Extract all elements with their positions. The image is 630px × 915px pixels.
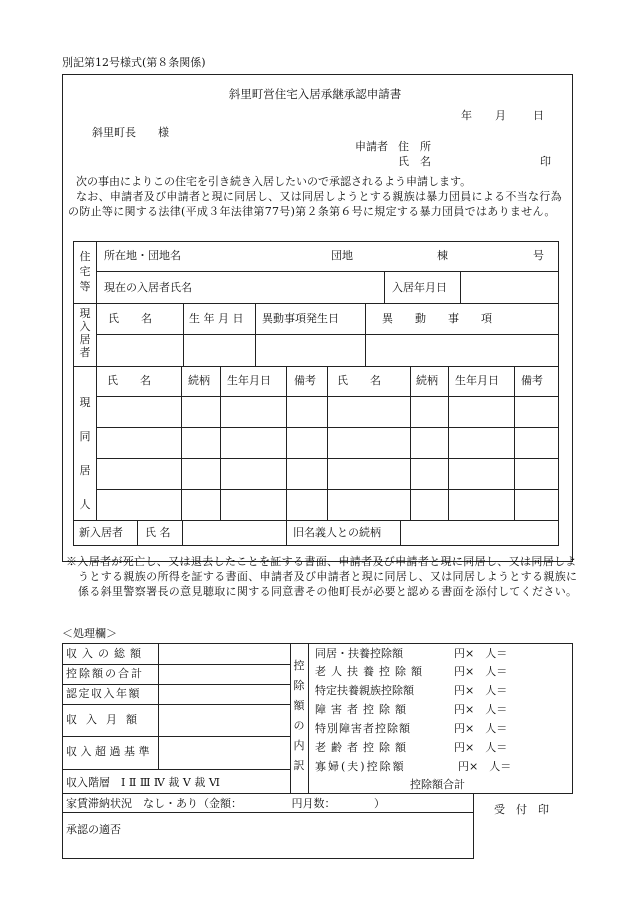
- date-year: 年: [461, 109, 472, 122]
- tou-label: 棟: [437, 249, 448, 262]
- unit-row-5: 円× 人＝: [454, 741, 508, 754]
- deduction-row-5: 老齢者控除額: [315, 741, 411, 754]
- co-birth-header-left: 生年月日: [227, 374, 271, 387]
- co-birth-header-right: 生年月日: [455, 374, 499, 387]
- co-note-header-left: 備考: [294, 374, 316, 387]
- attachment-note: ※入居者が死亡し、又は退去したことを証する書面、申請者及び申請者と現に同居し、又は同居しようとする親族の所得を証する書面、申請者及び申請者と現に同居し、又は同居しようとする親族に係る斜里警察署長の意見聴取に関する同意書その他町長が必要と認める書面を添付してください。: [66, 555, 578, 598]
- current-resident-section-label: 現入居者: [79, 307, 91, 359]
- location-label: 所在地・団地名: [104, 249, 181, 262]
- unit-row-3: 円× 人＝: [454, 703, 508, 716]
- unit-row-4: 円× 人＝: [454, 722, 508, 735]
- current-resident-name-label: 現在の入居者氏名: [104, 281, 192, 294]
- former-relation-label: 旧名義人との続柄: [293, 526, 381, 539]
- monthly-income-label: 収入月額: [66, 713, 146, 726]
- unit-row-2: 円× 人＝: [454, 684, 508, 697]
- applicant-label: 申請者: [355, 140, 388, 153]
- co-relation-header-left: 続柄: [188, 374, 210, 387]
- deduction-row-6: 寡婦(夫)控除額: [315, 760, 406, 773]
- cr-name-header: 氏 名: [108, 312, 152, 325]
- unit-row-6: 円× 人＝: [458, 760, 512, 773]
- deduction-row-3: 障害者控除額: [315, 703, 411, 716]
- form-number: 別記第12号様式(第８条関係): [62, 56, 206, 69]
- deduction-row-2: 特定扶養親族控除額: [315, 684, 414, 697]
- deduction-row-0: 同居・扶養控除額: [315, 647, 403, 660]
- deduction-sum-label: 控除額の合計: [66, 667, 144, 680]
- deduction-row-4: 特別障害者控除額: [315, 722, 411, 735]
- co-name-header-left: 氏 名: [107, 374, 151, 387]
- cr-event-header: 異 動 事 項: [382, 312, 492, 325]
- date-day: 日: [533, 109, 544, 122]
- housing-section-label: 住宅等: [79, 250, 91, 293]
- rent-arrears-label: 家賃滞納状況 なし・あり（金額： 円月数： ）: [66, 797, 385, 810]
- address-label: 住 所: [398, 140, 431, 153]
- income-total-label: 収入の総額: [66, 647, 146, 660]
- cr-birth-header: 生 年 月 日: [189, 312, 244, 325]
- approval-label: 承認の適否: [66, 823, 121, 836]
- deduction-breakdown-label: 控除額の内訳: [293, 659, 305, 772]
- deduction-total-label: 控除額合計: [410, 778, 465, 791]
- cr-event-date-header: 異動事項発生日: [262, 312, 339, 325]
- unit-row-1: 円× 人＝: [454, 665, 508, 678]
- form-title: 斜里町営住宅入居承継承認申請書: [228, 87, 402, 101]
- statement-request: 次の事由によりこの住宅を引き続き入居したいので承認されるよう申請します。: [76, 175, 472, 188]
- cohabitant-section-label: 現同居人: [79, 396, 91, 511]
- income-tier-label: 収入階層 Ⅰ Ⅱ Ⅲ Ⅳ 裁 Ⅴ 裁 Ⅵ: [66, 776, 220, 789]
- statement-declaration: なお、申請者及び申請者と現に同居し、又は同居しようとする親族は暴力団員による不当な行為の防止等に関する法律(平成３年法律第77号)第２条第６号に規定する暴力団員ではありません。: [68, 190, 562, 218]
- date-month: 月: [495, 109, 506, 122]
- co-note-header-right: 備考: [521, 374, 543, 387]
- co-name-header-right: 氏 名: [337, 374, 381, 387]
- gou-label: 号: [533, 249, 544, 262]
- processing-title: ＜処理欄＞: [62, 627, 117, 640]
- deduction-row-1: 老人扶養控除額: [315, 665, 427, 678]
- co-relation-header-right: 続柄: [416, 374, 438, 387]
- income-excess-standard-label: 収入超過基準: [66, 745, 153, 758]
- receipt-seal-label: 受 付 印: [494, 803, 549, 816]
- move-in-date-label: 入居年月日: [392, 281, 447, 294]
- certified-income-label: 認定収入年額: [66, 687, 141, 700]
- new-resident-label: 新入居者: [79, 526, 123, 539]
- addressee: 斜里町長 様: [92, 126, 169, 139]
- danchi-label: 団地: [331, 249, 353, 262]
- unit-row-0: 円× 人＝: [454, 647, 508, 660]
- name-label: 氏 名: [398, 155, 431, 168]
- new-resident-name-label: 氏 名: [145, 526, 171, 539]
- seal-mark: 印: [540, 155, 551, 168]
